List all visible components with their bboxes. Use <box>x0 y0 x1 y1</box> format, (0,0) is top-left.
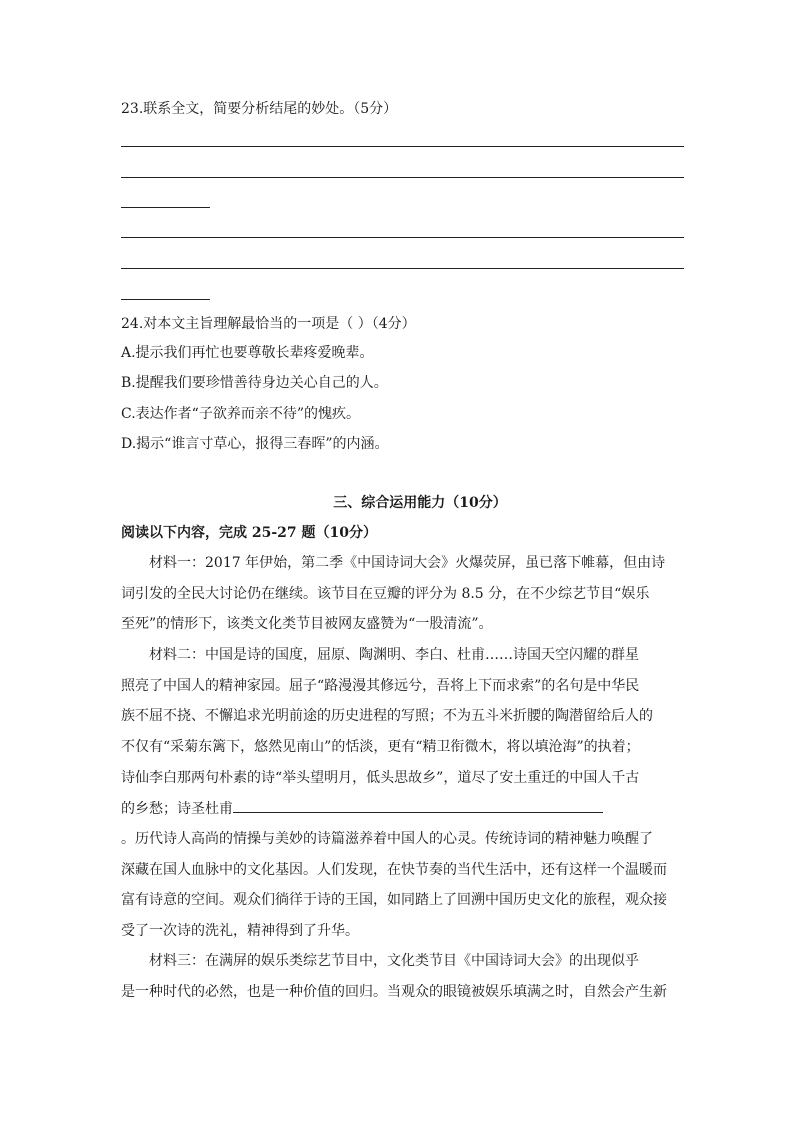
option-d: D.揭示“谁言寸草心，报得三春晖”的内涵。 <box>121 436 389 452</box>
material-1-line: 至死”的情形下，该类文化类节目被网友盛赞为“一股清流”。 <box>121 616 493 632</box>
material-2-line: 受了一次诗的洗礼，精神得到了升华。 <box>121 923 359 939</box>
material-1-line: 词引发的全民大讨论仍在继续。该节目在豆瓣的评分为 8.5 分，在不少综艺节目“娱乐 <box>121 586 650 602</box>
answer-line[interactable] <box>121 268 684 269</box>
fill-in-blank[interactable] <box>233 798 603 813</box>
option-b: B.提醒我们要珍惜善待身边关心自己的人。 <box>121 375 388 391</box>
material-2-line: 照亮了中国人的精神家园。屈子“路漫漫其修远兮，吾将上下而求索”的名句是中华民 <box>121 678 640 694</box>
answer-line-short[interactable] <box>121 299 210 300</box>
answer-line-short[interactable] <box>121 207 210 208</box>
material-2-line-text: 的乡愁；诗圣杜甫 <box>121 801 233 817</box>
material-1-line: 材料一：2017 年伊始，第二季《中国诗词大会》火爆荧屏，虽已落下帷幕，但由诗 <box>149 555 666 571</box>
material-2-line: 。历代诗人高尚的情操与美妙的诗篇滋养着中国人的心灵。传统诗词的精神魅力唤醒了 <box>121 831 653 847</box>
material-2-line: 不仅有“采菊东篱下，悠然见南山”的恬淡，更有“精卫衔微木，将以填沧海”的执着； <box>121 739 640 755</box>
question-24-stem: 24.对本文主旨理解最恰当的一项是（ ）（4分） <box>121 316 416 332</box>
material-2-line: 材料二：中国是诗的国度，屈原、陶渊明、李白、杜甫……诗国天空闪耀的群星 <box>149 647 639 663</box>
material-3-line: 材料三：在满屏的娱乐类综艺节目中，文化类节目《中国诗词大会》的出现似乎 <box>149 953 639 969</box>
option-c: C.表达作者“子欲养而亲不待”的愧疚。 <box>121 406 360 422</box>
section-instruction: 阅读以下内容，完成 25-27 题（10分） <box>121 525 378 541</box>
option-a: A.提示我们再忙也要尊敬长辈疼爱晚辈。 <box>121 345 374 361</box>
material-2-line: 富有诗意的空间。观众们徜徉于诗的王国，如同踏上了回溯中国历史文化的旅程，观众接 <box>121 892 667 908</box>
material-2-line: 诗仙李白那两句朴素的诗“举头望明月，低头思故乡”，道尽了安土重迁的中国人千古 <box>121 770 640 786</box>
material-2-line: 族不屈不挠、不懈追求光明前途的历史进程的写照；不为五斗米折腰的陶潜留给后人的 <box>121 708 653 724</box>
section-title: 三、综合运用能力（10分） <box>333 495 507 511</box>
answer-line[interactable] <box>121 177 684 178</box>
question-23: 23.联系全文，简要分析结尾的妙处。（5分） <box>121 101 398 117</box>
answer-line[interactable] <box>121 237 684 238</box>
material-2-line: 深藏在国人血脉中的文化基因。人们发现，在快节奏的当代生活中，还有这样一个温暖而 <box>121 862 667 878</box>
material-3-line: 是一种时代的必然，也是一种价值的回归。当观众的眼镜被娱乐填满之时，自然会产生新 <box>121 984 667 1000</box>
answer-line[interactable] <box>121 146 684 147</box>
material-2-line <box>121 798 603 819</box>
